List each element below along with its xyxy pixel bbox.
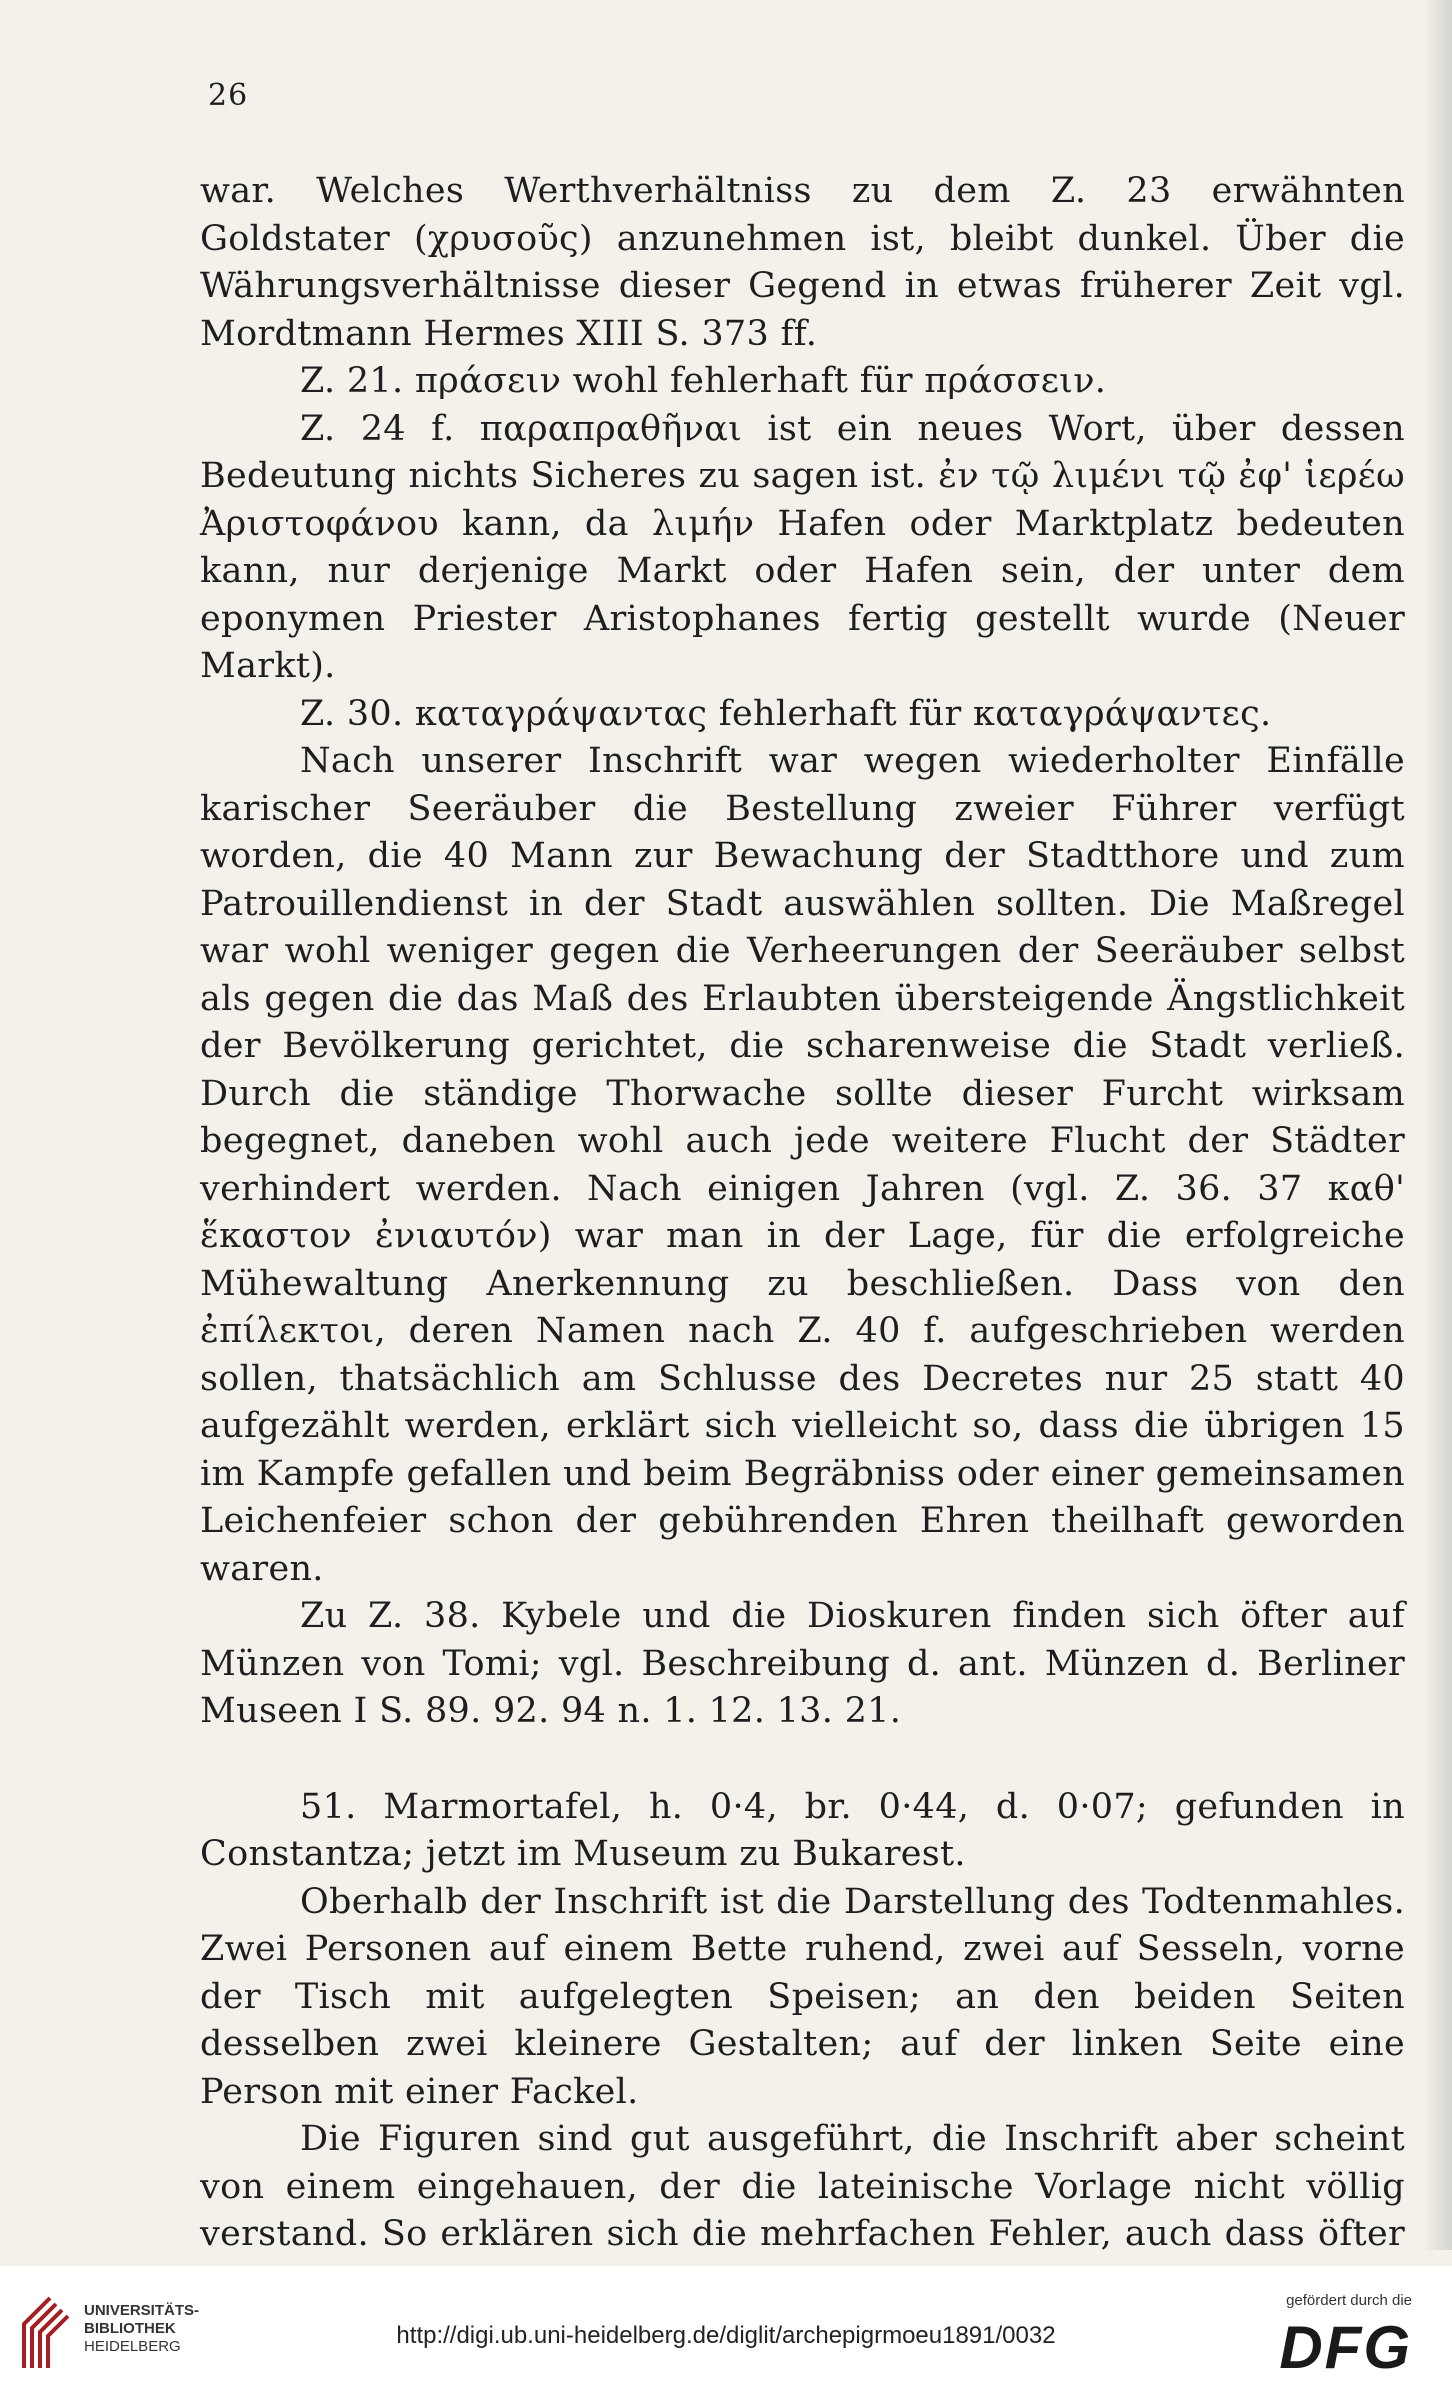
paragraph-9: Die Figuren sind gut ausgeführt, die Inschrift aber scheint von einem eingehauen, der die lateinische Vorlage nicht völlig verstand. So erklären sich die mehrfachen Fehler, auch dass öfter [200,2119,1405,2254]
body-text [200,168,1405,2306]
page-edge-shadow [1422,0,1452,2250]
permalink-url[interactable]: http://digi.ub.uni-heidelberg.de/diglit/archepigrmoeu1891/0032 [396,2322,1056,2349]
library-name-line-2: BIBLIOTHEK [84,2320,176,2337]
paragraph-3: Z. 24 f. παραπραθῆναι ist ein neues Wort, über dessen Bedeutung nichts Sicheres zu sagen ist. ἐν τῷ λιμένι τῷ ἐφ' ἱερέω Ἀριστοφάνου kann, da λιμήν Hafen oder Marktplatz bedeuten kann, nur derjenige Markt oder Hafen sein, der unter dem eponymen Priester Aristophanes fertig gestellt wurde (Neuer Markt). [200,408,1405,686]
paragraph-2: Z. 21. πράσειν wohl fehlerhaft für πράσσειν. [300,361,1107,401]
paragraph-1: war. Welches Werthverhältniss zu dem Z. 23 erwähnten Goldstater (χρυσοῦς) anzunehmen ist, bleibt dunkel. Über die Währungsverhältnisse dieser Gegend in etwas früherer Zeit vgl. Mordtmann Hermes XIII S. 373 ff. [200,171,1405,354]
library-name-line-1: UNIVERSITÄTS- [84,2302,200,2319]
paragraph-6: Zu Z. 38. Kybele und die Dioskuren finden sich öfter auf Münzen von Tomi; vgl. Beschreibung d. ant. Münzen d. Berliner Museen I S. 89. 92. 94 n. 1. 12. 13. 21. [200,1596,1405,1731]
dfg-logo: DFG [1279,2314,1412,2381]
paragraph-7: 51. Marmortafel, h. 0·4, br. 0·44, d. 0·07; gefunden in Constantza; jetzt im Museum zu Bukarest. [200,1786,1405,1874]
library-name-line-3: HEIDELBERG [84,2338,181,2355]
footer-bar [0,2266,1452,2388]
paragraph-5: Nach unserer Inschrift war wegen wiederholter Einfälle karischer Seeräuber die Bestellung zweier Führer verfügt worden, die 40 Mann zur Bewachung der Stadtthore und zum Patrouillendienst in der Stadt auswählen sollten. Die Maßregel war wohl weniger gegen die Verheerungen der Seeräuber selbst als gegen die das Maß des Erlaubten übersteigende Ängstlichkeit der Bevölkerung gerichtet, die scharenweise die Stadt verließ. Durch die ständige Thorwache sollte dieser Furcht wirksam begegnet, daneben wohl auch jede weitere Flucht der Städter verhindert werden. Nach einigen Jahren (vgl. Z. 36. 37 καθ' ἕκαστον ἐνιαυτόν) war man in der Lage, für die erfolgreiche Mühewaltung Anerkennung zu beschließen. Dass von den ἐπίλεκτοι, deren Namen nach Z. 40 f. aufgeschrieben werden sollen, thatsächlich am Schlusse des Decretes nur 25 statt 40 aufgezählt werden, erklärt sich vielleicht so, dass die übrigen 15 im Kampfe gefallen und beim Begräbniss oder einer gemeinsamen Leichenfeier schon der gebührenden Ehren theilhaft geworden waren. [200,741,1405,1589]
paragraph-4: Z. 30. καταγράψαντας fehlerhaft für καταγράψαντες. [300,693,1272,734]
paragraph-8: Oberhalb der Inschrift ist die Darstellung des Todtenmahles. Zwei Personen auf einem Bette ruhend, zwei auf Sesseln, vorne der Tisch mit aufgelegten Speisen; an den beiden Seiten desselben zwei kleinere Gestalten; auf der linken Seite eine Person mit einer Fackel. [200,1881,1405,2112]
page-number: 26 [208,78,249,113]
funding-note: gefördert durch die [1286,2292,1412,2309]
